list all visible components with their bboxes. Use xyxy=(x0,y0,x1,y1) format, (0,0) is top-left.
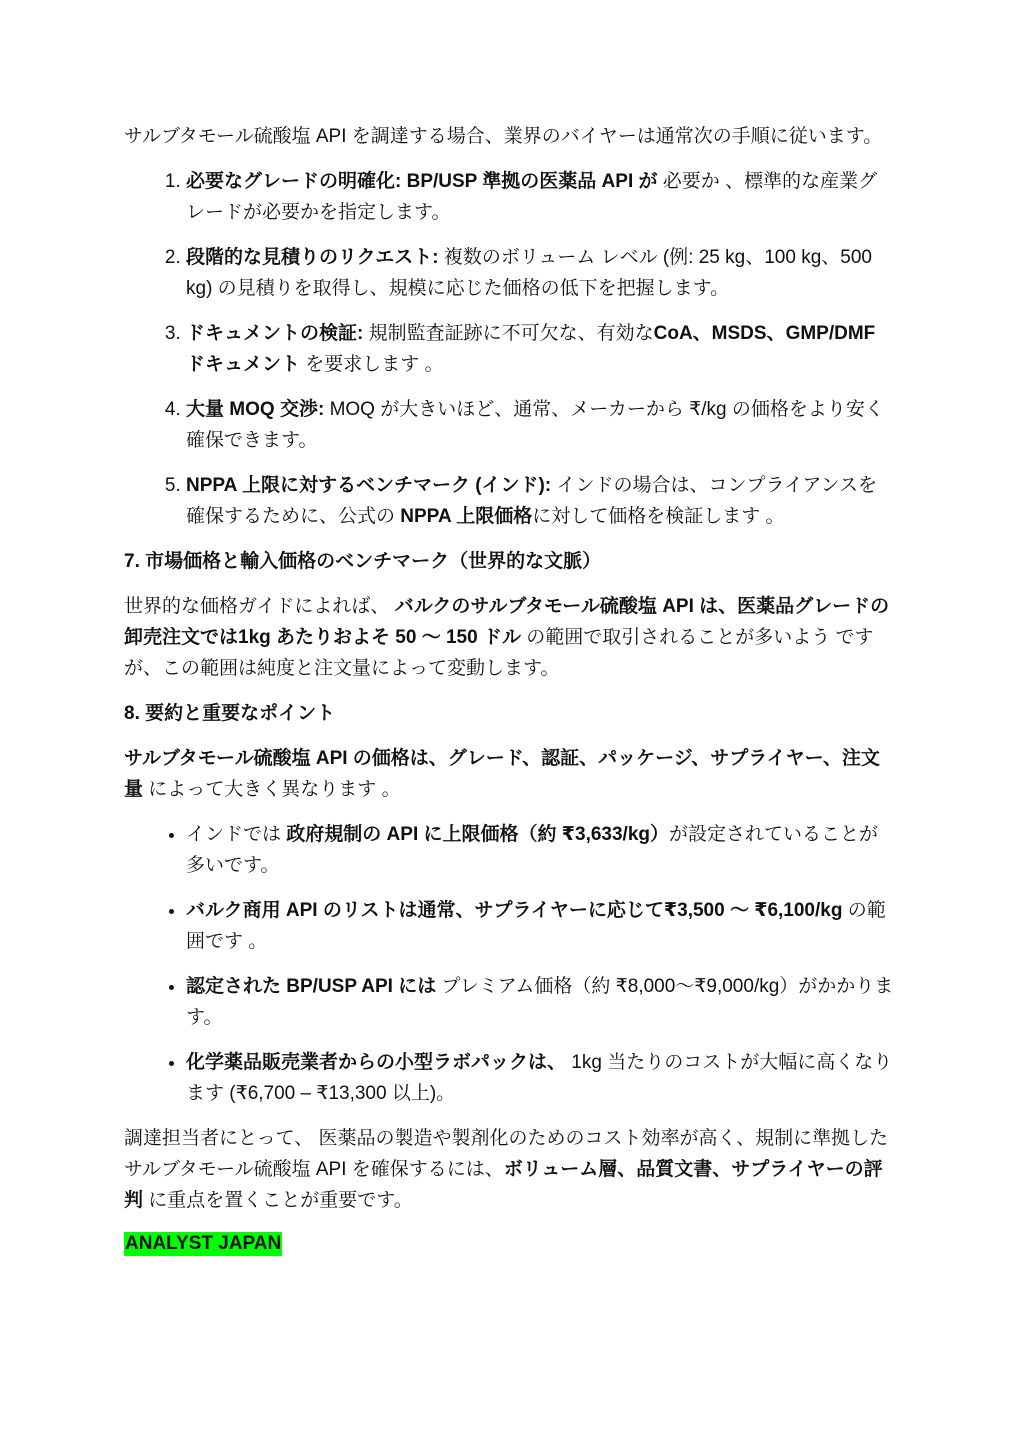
procurement-steps-list xyxy=(124,166,894,532)
text-run: 世界的な価格ガイドによれば、 xyxy=(124,596,395,617)
section-heading-7: 7. 市場価格と輸入価格のベンチマーク（世界的な文脈） xyxy=(124,551,602,572)
bullet-item xyxy=(186,971,894,1033)
text-run: を要求します 。 xyxy=(300,354,444,375)
step-item xyxy=(186,470,894,532)
section-heading-8: 8. 要約と重要なポイント xyxy=(124,703,336,724)
text-run: 1kg 当たりのコストが大幅に高くなります (₹6,700 – ₹13,300 以上)。 xyxy=(186,1052,893,1104)
text-run: に重点を置くことが重要です。 xyxy=(143,1190,413,1211)
text-run: 複数のボリューム レベル (例: 25 kg、100 kg、500 kg) の見積りを取得し、規模に応じた価格の低下を把握します。 xyxy=(186,247,872,299)
analyst-japan-tag: ANALYST JAPAN xyxy=(125,1233,282,1254)
bold-text: 段階的な見積りのリクエスト: xyxy=(186,247,444,268)
text-run: インドの場合は、コンプライアンスを確保するために、公式の xyxy=(186,475,878,527)
step-item xyxy=(186,394,894,456)
bold-text: バルクのサルブタモール硫酸塩 API は、医薬品グレードの卸売注文では1kg あたりおよそ 50 ～ 150 ドル xyxy=(124,596,890,648)
bold-text: NPPA 上限に対するベンチマーク (インド): xyxy=(186,475,557,496)
bold-text: 必要なグレードの明確化: BP/USP 準拠の医薬品 API が xyxy=(186,171,663,192)
bold-text: 政府規制の API に上限価格（約 ₹3,633/kg） xyxy=(286,824,670,845)
bullet-item xyxy=(186,819,894,881)
text-run: MOQ が大きいほど、通常、メーカーから ₹/kg の価格をより安く確保できます。 xyxy=(186,399,884,451)
bold-text: ボリューム層、品質文書、サプライヤーの評判 xyxy=(124,1159,883,1211)
text-run: 調達担当者にとって、 医薬品の製造や製剤化のためのコスト効率が高く、規制に準拠したサルブタモール硫酸塩 API を確保するには、 xyxy=(124,1128,889,1180)
bullet-item xyxy=(186,895,894,957)
bold-text: NPPA 上限価格 xyxy=(400,506,533,527)
bullet-item xyxy=(186,1047,894,1109)
text-run: サルブタモール硫酸塩 API を調達する場合、業界のバイヤーは通常次の手順に従います。 xyxy=(124,126,883,147)
text-run: の範囲です 。 xyxy=(186,900,886,952)
text-run: 必要か 、標準的な産業グレードが必要かを指定します。 xyxy=(186,171,878,223)
step-item xyxy=(186,242,894,304)
market-price-paragraph xyxy=(124,591,894,684)
step-item xyxy=(186,166,894,228)
document-page xyxy=(124,121,894,1256)
bold-text: CoA、MSDS、GMP/DMF ドキュメント xyxy=(186,323,876,375)
bold-text: 化学薬品販売業者からの小型ラボパックは、 xyxy=(186,1052,572,1073)
text-run: が設定されていることが多いです。 xyxy=(186,824,879,876)
text-run: インドでは xyxy=(186,824,287,845)
summary-paragraph xyxy=(124,743,894,805)
text-run: によって大きく異なります 。 xyxy=(143,779,401,800)
intro-paragraph xyxy=(124,121,894,152)
bold-text: 認定された BP/USP API には xyxy=(186,976,442,997)
bold-text: バルク商用 API のリストは通常、サプライヤーに応じて₹3,500 ～ ₹6,100/kg xyxy=(186,900,843,921)
text-run: に対して価格を検証します 。 xyxy=(532,506,785,527)
text-run: の範囲で取引されることが多いよう ですが、この範囲は純度と注文量によって変動します。 xyxy=(124,627,874,679)
bold-text: ドキュメントの検証: xyxy=(186,323,369,344)
bold-text: 大量 MOQ 交渉: xyxy=(186,399,330,420)
conclusion-paragraph xyxy=(124,1123,894,1216)
step-item xyxy=(186,318,894,380)
text-run: 規制監査証跡に不可欠な、有効な xyxy=(368,323,654,344)
bold-text: サルブタモール硫酸塩 API の価格は、グレード、認証、パッケージ、サプライヤー、注文量 xyxy=(124,748,880,800)
text-run: プレミアム価格（約 ₹8,000～₹9,000/kg）がかかります。 xyxy=(186,976,894,1028)
key-points-list xyxy=(124,819,894,1109)
